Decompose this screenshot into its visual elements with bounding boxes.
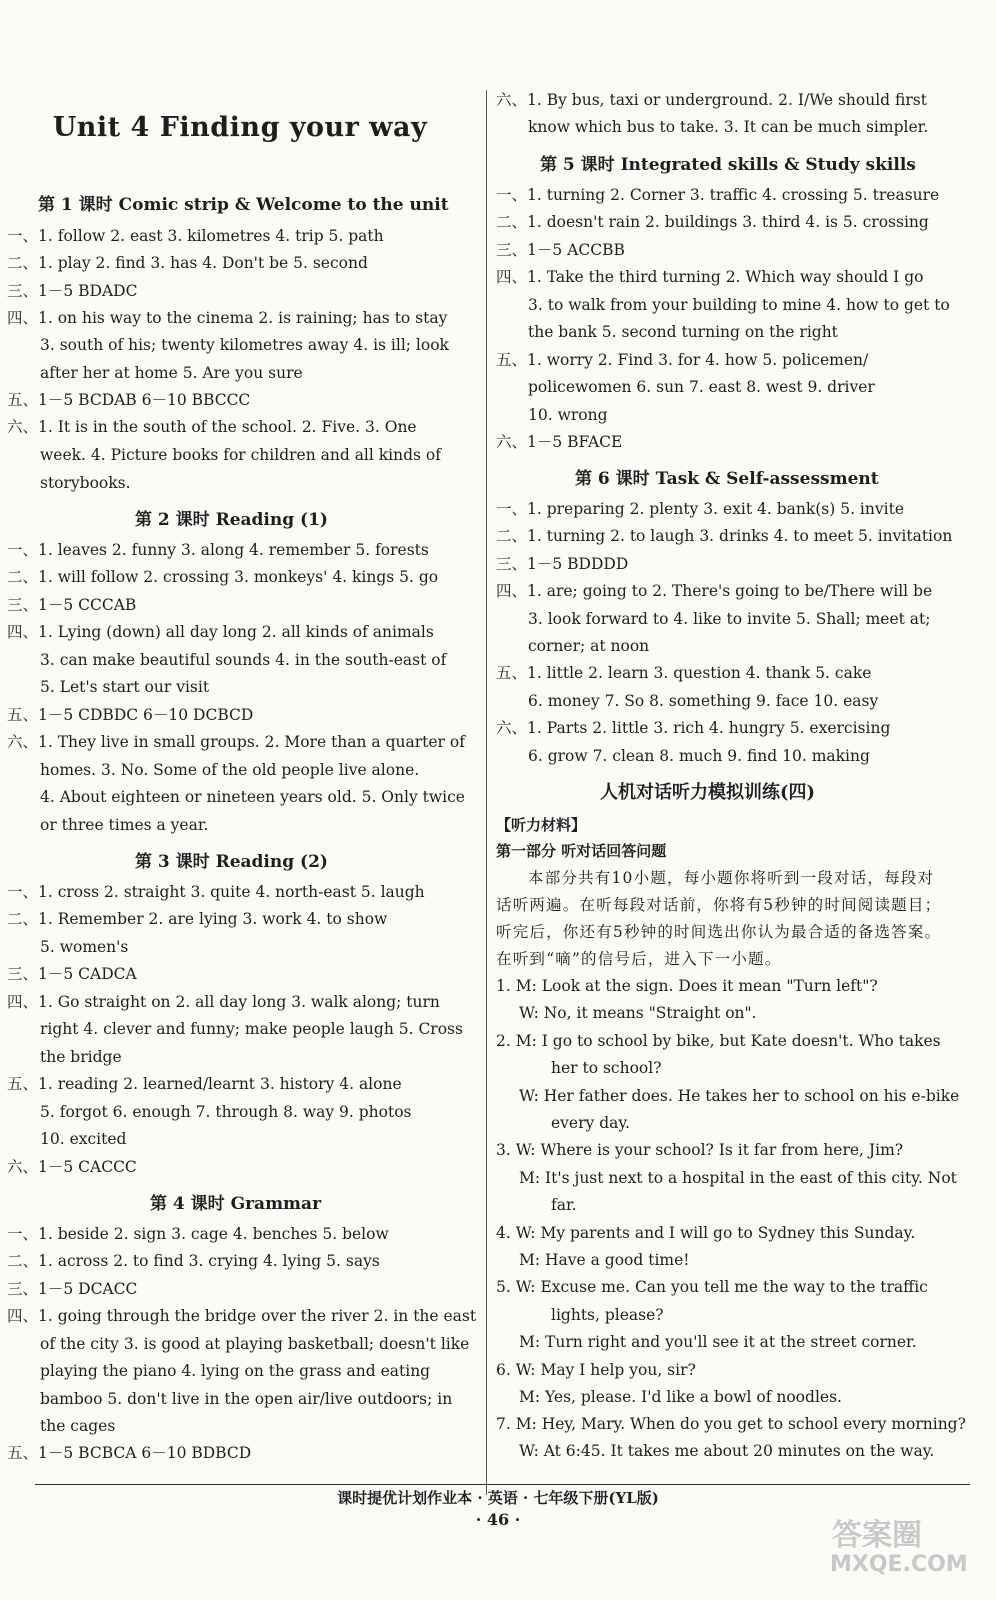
lesson3-line: 三、1－5 CADCA (7, 965, 137, 983)
footer-book-title: 课时提优计划作业本 · 英语 · 七年级下册(YL版) (337, 1489, 659, 1507)
lesson5-line: 三、1－5 ACCBB (496, 241, 625, 259)
dialogue-line: 4. W: My parents and I will go to Sydney this Sunday. (496, 1224, 916, 1242)
dialogue-line: 3. W: Where is your school? Is it far from here, Jim? (496, 1141, 904, 1159)
lesson4-line: the cages (40, 1417, 116, 1435)
lesson2-line: homes. 3. No. Some of the old people live alone. (40, 761, 420, 779)
lesson4-line: of the city 3. is good at playing basketball; doesn't like (40, 1335, 470, 1353)
listening-part-title: 第一部分 听对话回答问题 (496, 842, 667, 860)
page-number: · 46 · (475, 1510, 521, 1529)
dialogue-line: M: It's just next to a hospital in the east of this city. Not (519, 1169, 957, 1187)
lesson1-line: 3. south of his; twenty kilometres away 4. is ill; look (40, 336, 449, 354)
lesson1-line: 五、1－5 BCDAB 6－10 BBCCC (7, 391, 251, 409)
lesson2-line: 3. can make beautiful sounds 4. in the south-east of (40, 651, 447, 669)
lesson1-line: 四、1. on his way to the cinema 2. is raining; has to stay (7, 309, 448, 327)
lesson2-line: 一、1. leaves 2. funny 3. along 4. remember 5. forests (7, 541, 429, 559)
lesson3-line: 五、1. reading 2. learned/learnt 3. history 4. alone (7, 1075, 402, 1093)
dialogue-line: 6. W: May I help you, sir? (496, 1361, 696, 1379)
lesson6-line: 四、1. are; going to 2. There's going to be/There will be (496, 582, 933, 600)
lesson1-line: storybooks. (40, 474, 131, 492)
lesson4-line: 一、1. beside 2. sign 3. cage 4. benches 5. below (7, 1225, 389, 1243)
lesson2-line: 5. Let's start our visit (40, 678, 210, 696)
lesson4-heading: 第 4 课时 Grammar (150, 1194, 322, 1214)
lesson5-line: the bank 5. second turning on the right (528, 323, 838, 341)
lesson2-line: 二、1. will follow 2. crossing 3. monkeys' 4. kings 5. go (7, 568, 439, 586)
dialogue-line: 7. M: Hey, Mary. When do you get to school every morning? (496, 1415, 966, 1433)
lesson4-line: bamboo 5. don't live in the open air/live outdoors; in (40, 1390, 453, 1408)
lesson6-line: 6. money 7. So 8. something 9. face 10. easy (528, 692, 879, 710)
lesson2-line: or three times a year. (40, 816, 209, 834)
lesson4-line: 四、1. going through the bridge over the river 2. in the east (7, 1307, 477, 1325)
unit-title: Unit 4 Finding your way (52, 112, 428, 143)
dialogue-line: M: Have a good time! (519, 1251, 690, 1269)
lesson3-line: 六、1－5 CACCC (7, 1158, 137, 1176)
lesson3-heading: 第 3 课时 Reading (2) (135, 852, 328, 872)
dialogue-line: her to school? (551, 1059, 662, 1077)
dialogue-line: far. (551, 1196, 577, 1214)
lesson1-line: 六、1. It is in the south of the school. 2. Five. 3. One (7, 418, 417, 436)
lesson5-line: 一、1. turning 2. Corner 3. traffic 4. crossing 5. treasure (496, 186, 940, 204)
lesson2-line: 四、1. Lying (down) all day long 2. all kinds of animals (7, 623, 434, 641)
column-divider (486, 90, 487, 1495)
lesson6-line: 三、1－5 BDDDD (496, 555, 629, 573)
dialogue-line: W: No, it means "Straight on". (519, 1004, 757, 1022)
dialogue-line: 1. M: Look at the sign. Does it mean "Turn left"? (496, 977, 878, 995)
lesson2-line: 三、1－5 CCCAB (7, 596, 137, 614)
lesson1-line: 一、1. follow 2. east 3. kilometres 4. trip 5. path (7, 227, 384, 245)
lesson3-line: the bridge (40, 1048, 122, 1066)
lesson4-line: 五、1－5 BCBCA 6－10 BDBCD (7, 1444, 252, 1462)
lesson6-line: 六、1. Parts 2. little 3. rich 4. hungry 5. exercising (496, 719, 891, 737)
dialogue-line: W: Her father does. He takes her to school on his e-bike (519, 1087, 960, 1105)
dialogue-line: 2. M: I go to school by bike, but Kate doesn't. Who takes (496, 1032, 941, 1050)
listening-intro-line: 话听两遍。在听每段对话前，你将有5秒钟的时间阅读题目； (496, 896, 942, 914)
lesson6-line: 3. look forward to 4. like to invite 5. Shall; meet at; (528, 610, 931, 628)
dialogue-line: every day. (551, 1114, 630, 1132)
lesson3-line: 10. excited (40, 1130, 127, 1148)
lesson4-line: 三、1－5 DCACC (7, 1280, 138, 1298)
dialogue-line: W: At 6:45. It takes me about 20 minutes on the way. (519, 1442, 935, 1460)
lesson1-line: 三、1－5 BDADC (7, 282, 138, 300)
dialogue-line: lights, please? (551, 1306, 664, 1324)
lesson3-line: right 4. clever and funny; make people laugh 5. Cross (40, 1020, 463, 1038)
listening-intro-line: 听完后，你还有5秒钟的时间选出你认为最合适的备选答案。 (496, 923, 942, 941)
lesson4-line: playing the piano 4. lying on the grass and eating (40, 1362, 431, 1380)
lesson3-line: 一、1. cross 2. straight 3. quite 4. north-east 5. laugh (7, 883, 425, 901)
watermark-bottom-text: MXQE.COM (830, 1552, 968, 1577)
lesson6-heading: 第 6 课时 Task & Self-assessment (575, 469, 879, 489)
lesson6-line: 五、1. little 2. learn 3. question 4. thank 5. cake (496, 664, 872, 682)
lesson5-line: 六、1－5 BFACE (496, 433, 623, 451)
lesson3-line: 5. women's (40, 938, 129, 956)
lesson1-heading: 第 1 课时 Comic strip & Welcome to the unit (38, 195, 449, 215)
lesson5-heading: 第 5 课时 Integrated skills & Study skills (540, 155, 916, 175)
listening-intro-line: 本部分共有10小题，每小题你将听到一段对话，每段对 (528, 869, 935, 887)
listening-title: 人机对话听力模拟训练(四) (600, 782, 816, 803)
lesson5-line: 四、1. Take the third turning 2. Which way should I go (496, 268, 924, 286)
lesson5-line: 二、1. doesn't rain 2. buildings 3. third 4. is 5. crossing (496, 213, 929, 231)
watermark-logo (822, 1510, 972, 1585)
lesson2-line: 五、1－5 CDBDC 6－10 DCBCD (7, 706, 254, 724)
dialogue-line: M: Yes, please. I'd like a bowl of noodles. (519, 1388, 842, 1406)
lesson4-line: 二、1. across 2. to find 3. crying 4. lying 5. says (7, 1252, 380, 1270)
watermark-top-text: 答案圈 (832, 1518, 922, 1553)
lesson2-line: 4. About eighteen or nineteen years old. 5. Only twice (40, 788, 465, 806)
lesson3-part6-line: 六、1. By bus, taxi or underground. 2. I/We should first (496, 91, 927, 109)
lesson5-line: 3. to walk from your building to mine 4. how to get to (528, 296, 950, 314)
lesson6-line: 一、1. preparing 2. plenty 3. exit 4. bank(s) 5. invite (496, 500, 904, 518)
lesson5-line: 五、1. worry 2. Find 3. for 4. how 5. policemen/ (496, 351, 869, 369)
lesson3-part6-line: know which bus to take. 3. It can be much simpler. (528, 118, 929, 136)
footer-rule (35, 1484, 970, 1485)
lesson5-line: policewomen 6. sun 7. east 8. west 9. driver (528, 378, 875, 396)
listening-material-tag: 【听力材料】 (496, 816, 587, 834)
dialogue-line: M: Turn right and you'll see it at the street corner. (519, 1333, 917, 1351)
lesson1-line: week. 4. Picture books for children and all kinds of (40, 446, 441, 464)
lesson1-line: 二、1. play 2. find 3. has 4. Don't be 5. second (7, 254, 368, 272)
lesson2-heading: 第 2 课时 Reading (1) (135, 510, 328, 530)
lesson6-line: 二、1. turning 2. to laugh 3. drinks 4. to meet 5. invitation (496, 527, 953, 545)
lesson1-line: after her at home 5. Are you sure (40, 364, 303, 382)
lesson3-line: 二、1. Remember 2. are lying 3. work 4. to show (7, 910, 388, 928)
dialogue-line: 5. W: Excuse me. Can you tell me the way to the traffic (496, 1278, 928, 1296)
listening-intro-line: 在听到“嘀”的信号后，进入下一小题。 (496, 950, 782, 968)
lesson5-line: 10. wrong (528, 406, 608, 424)
lesson6-line: corner; at noon (528, 637, 650, 655)
lesson2-line: 六、1. They live in small groups. 2. More than a quarter of (7, 733, 465, 751)
lesson3-line: 四、1. Go straight on 2. all day long 3. walk along; turn (7, 993, 440, 1011)
lesson6-line: 6. grow 7. clean 8. much 9. find 10. making (528, 747, 870, 765)
lesson3-line: 5. forgot 6. enough 7. through 8. way 9. photos (40, 1103, 412, 1121)
